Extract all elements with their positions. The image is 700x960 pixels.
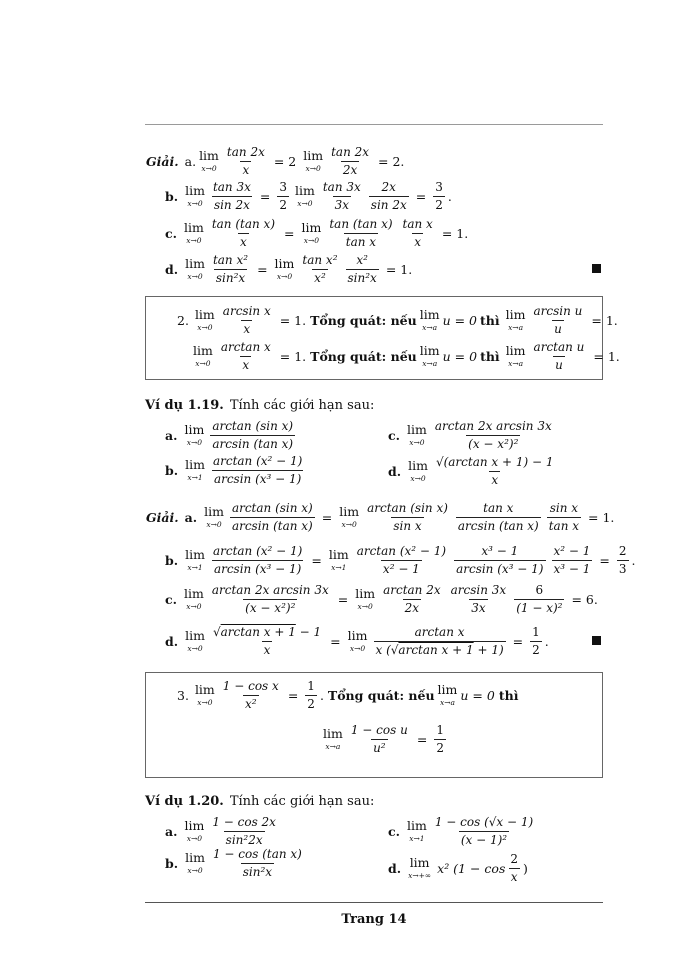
solution1-line-a: Giải. a. lim x→0 $\frac{\tan 2x}{x}$ = 2 lim x→0 $\frac{\tan 2x}{2x}$ = 2. <box>146 145 405 177</box>
solution1-line-b: b. lim x→0 $\frac{\tan 3x}{\sin 2x}$ = $\frac{3}{2}$ lim x→0 $\frac{\tan 3x}{3x}$ $\frac{2x}{\sin 2x}$ = $\frac{3}{2}$ . <box>165 180 452 212</box>
solution1-line-c: c. lim x→0 $\frac{\text{tan (tan x)}}{x}$ = lim x→0 $\frac{\text{tan (tan x)}}{\text{tan x}}$ $\frac{\text{tan x}}{x}$ = 1. <box>165 217 469 249</box>
solution2-line-b: b. lim x→1 $\frac{\text{arctan (x² − 1)}}{\text{arcsin (x³ − 1)}}$ = lim x→1 $\frac{\text{arctan (x² − 1)}}{\text{x² − 1}}$ $\frac{\text{x³ − 1}}{\text{arcsin (x³ − 1)}}$ $\frac{\text{x² − 1}}{\text{x³ − 1}}$ = $\frac{2}{3}$ . <box>165 544 636 576</box>
box3-line1: 3. lim x→0 $\frac{\text{1 − cos x}}{\text{x²}}$ = $\frac{1}{2}$ . Tổng quát: nếu lim x→a u = 0 thì <box>177 679 519 711</box>
footer-rule <box>145 902 603 903</box>
example119-item-a: a. lim x→0 $\frac{\text{arctan (sin x)}}{\text{arcsin (tan x)}}$ <box>165 419 294 451</box>
example119-item-c: c. lim x→0 $\frac{\text{arctan 2x arcsin 3x}}{\text{(x − x²)²}}$ <box>388 419 552 451</box>
page-number: Trang 14 <box>341 912 407 927</box>
solution2-line-a: Giải. a. lim x→0 $\frac{\text{arctan (sin x)}}{\text{arcsin (tan x)}}$ = lim x→0 $\frac{\text{arctan (sin x)}}{\text{sin x}}$ $\frac{\text{tan x}}{\text{arcsin (tan x)}}$ $\frac{\text{sin x}}{\text{tan x}}$ = 1. <box>146 501 615 533</box>
example120-item-d: d. lim x→+∞ x² (1 − cos $\frac{2}{x}$ ) <box>388 852 528 884</box>
item-label: a. <box>184 153 197 169</box>
example120-item-c: c. lim x→1 $\frac{1 - \cos (√x - 1)}{\text{(x − 1)²}}$ <box>388 815 534 847</box>
box3-line2: lim x→a $\frac{\text{1 − cos u}}{\text{u²}}$ = $\frac{1}{2}$ <box>323 723 444 755</box>
qed-square-icon <box>592 636 601 645</box>
box2-line1: 2. lim x→0 $\frac{\text{arcsin x}}{x}$ = 1. Tổng quát: nếu lim x→a u = 0 thì lim x→a $\frac{\text{arcsin u}}{u}$ = 1. <box>177 304 618 336</box>
solution1-line-d: d. lim x→0 $\frac{\text{tan x²}}{\text{sin²x}}$ = lim x→0 $\frac{\text{tan x²}}{\text{x²}}$ $\frac{\text{x²}}{\text{sin²x}}$ = 1. <box>165 253 413 285</box>
example119-item-b: b. lim x→1 $\frac{\text{arctan (x² − 1)}}{\text{arcsin (x³ − 1)}}$ <box>165 454 303 486</box>
example-1-19-heading: Ví dụ 1.19. Tính các giới hạn sau: <box>145 398 375 413</box>
example119-item-d: d. lim x→0 $\frac{\text{√(arctan x + 1) − 1}}{x}$ <box>388 455 554 487</box>
example120-item-a: a. lim x→0 $\frac{1 - \cos 2x}{\text{sin²2x}}$ <box>165 815 276 847</box>
solution2-line-d: d. lim x→0 $\frac{\text{√arctan x + 1 − 1}}{x}$ = lim x→0 $\frac{\text{arctan x}}{\text{x (√arctan x + 1 + 1)}}$ = $\frac{1}{2}$ . <box>165 625 549 657</box>
header-rule <box>145 124 603 125</box>
solution2-line-c: c. lim x→0 $\frac{\text{arctan 2x arcsin 3x}}{\text{(x − x²)²}}$ = lim x→0 $\frac{\arctan 2x}{2x}$ $\frac{\arcsin 3x}{3x}$ $\frac{6}{\text{(1 − x)²}}$ = 6. <box>165 583 598 615</box>
solution-label: Giải. <box>146 153 179 169</box>
example-1-20-heading: Ví dụ 1.20. Tính các giới hạn sau: <box>145 794 375 809</box>
example120-item-b: b. lim x→0 $\frac{\text{1 − cos (tan x)}}{\text{sin²x}}$ <box>165 847 302 879</box>
qed-square-icon <box>592 264 601 273</box>
box2-line2: lim x→0 $\frac{\text{arctan x}}{x}$ = 1. Tổng quát: nếu lim x→a u = 0 thì lim x→a $\frac{\text{arctan u}}{u}$ = 1. <box>193 340 620 372</box>
